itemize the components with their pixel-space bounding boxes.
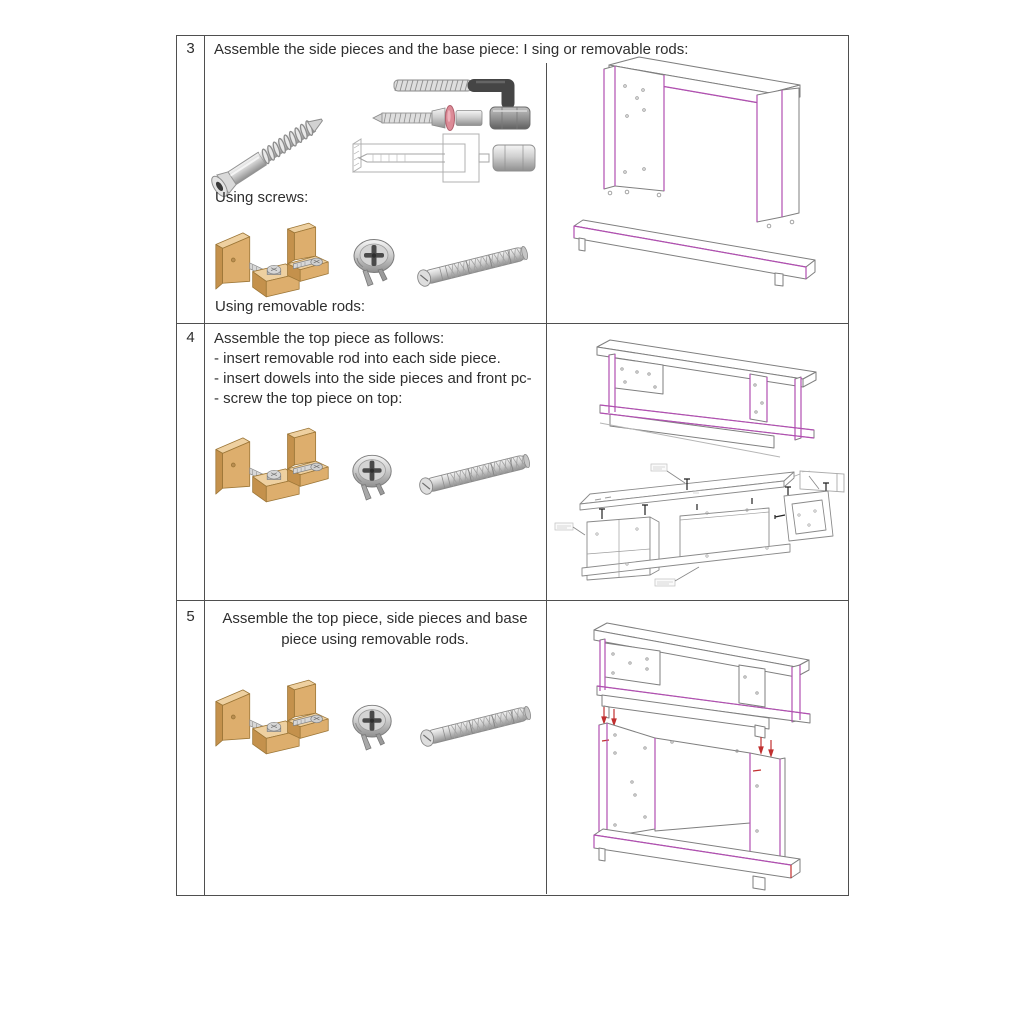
- knurled-rod-icon: [409, 237, 536, 295]
- instruction-line: - screw the top piece on top:: [214, 390, 403, 407]
- label-using-screws: Using screws:: [215, 189, 309, 206]
- instruction-line: Assemble the top piece as follows:: [214, 330, 445, 347]
- confirmat-screw-icon: [207, 96, 332, 196]
- cam-lock-disc-icon: [348, 695, 396, 755]
- diagram-full-assembly: [547, 601, 850, 894]
- number-column-divider: [204, 36, 205, 895]
- instruction-line: piece using removable rods.: [281, 631, 469, 648]
- instruction-line: Assemble the top piece, side pieces and base: [222, 610, 528, 627]
- step-number: 3: [186, 40, 195, 57]
- diagram-frame-and-base: [547, 36, 850, 323]
- label-using-rods: Using removable rods:: [215, 298, 366, 315]
- cam-lock-disc-icon: [348, 445, 396, 505]
- step-3-title: Assemble the side pieces and the base piece: I sing or removable rods:: [214, 41, 689, 58]
- cam-dowel-blocks-icon: [210, 678, 336, 756]
- step-number: 5: [186, 608, 195, 625]
- cam-dowel-blocks-icon: [210, 221, 336, 299]
- barrel-nut-cross-section-icon: [347, 128, 545, 188]
- step-number: 4: [186, 329, 195, 346]
- instruction-line: - insert removable rod into each side piece.: [214, 350, 501, 367]
- assembly-steps-table: [176, 35, 849, 896]
- instruction-line: - insert dowels into the side pieces and front pc-: [214, 370, 532, 387]
- cam-dowel-blocks-icon: [210, 426, 336, 504]
- knurled-rod-icon: [412, 697, 539, 755]
- diagram-top-piece-assembly: [547, 324, 850, 600]
- cam-lock-disc-icon: [349, 229, 399, 291]
- knurled-rod-icon: [411, 445, 538, 503]
